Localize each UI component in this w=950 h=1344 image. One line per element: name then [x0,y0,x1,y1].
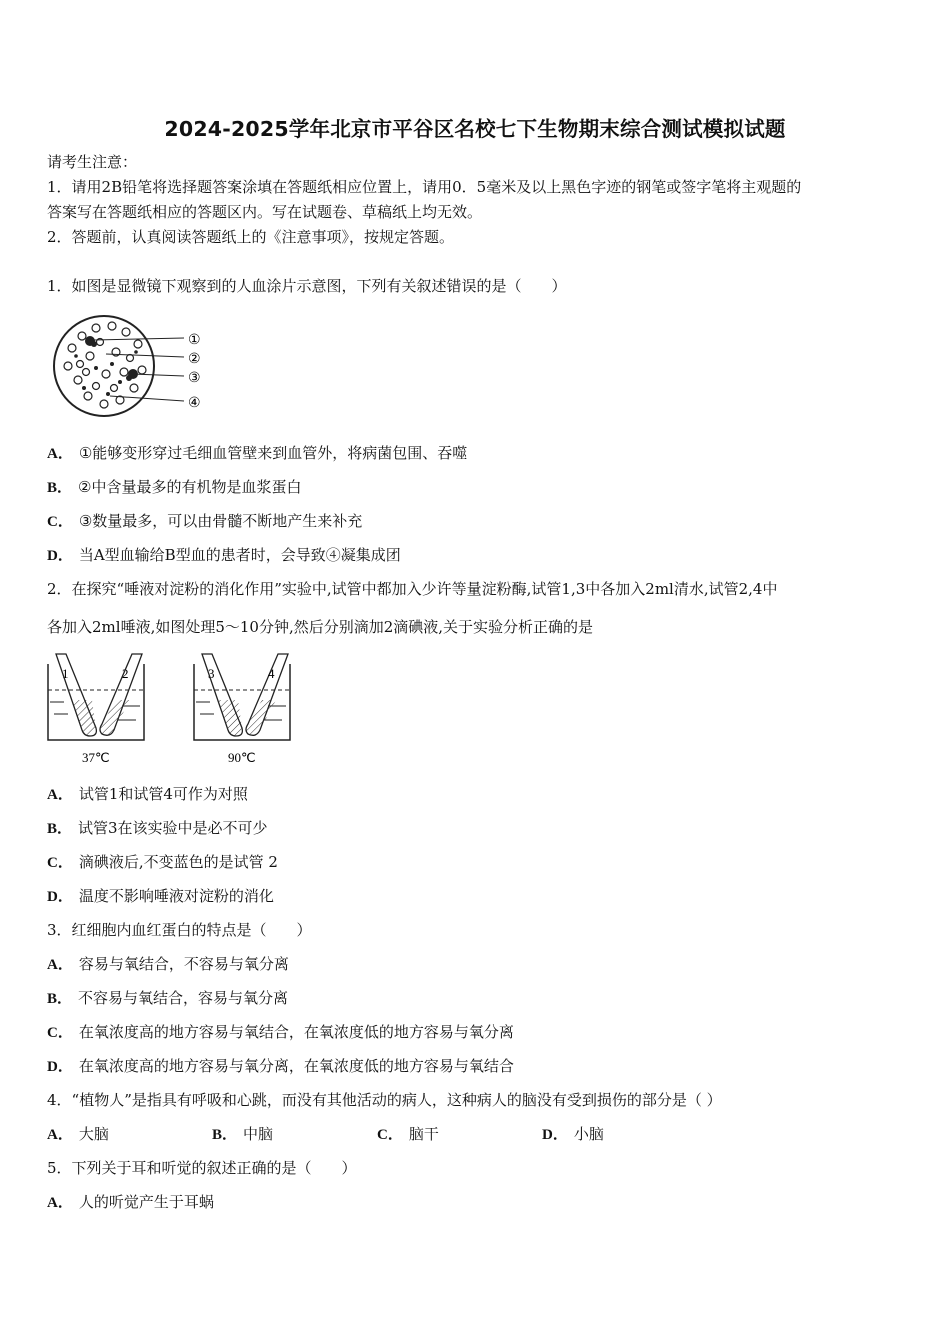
smear-label-2: ② [188,352,201,367]
q3-option-a: A． 容易与氧结合，不容易与氧分离 [47,955,289,973]
q1-option-d: D． 当A型血输给B型血的患者时，会导致④凝集成团 [47,546,401,564]
q4-option-b: B． 中脑 [212,1125,274,1143]
q1-option-c: C． ③数量最多，可以由骨髓不断地产生来补充 [47,512,363,530]
q4-option-d: D． 小脑 [542,1125,604,1143]
question-1-stem: 1．如图是显微镜下观察到的人血涂片示意图，下列有关叙述错误的是（ ） [47,277,567,295]
q2-option-d: D． 温度不影响唾液对淀粉的消化 [47,887,274,905]
q3-option-b: B． 不容易与氧结合，容易与氧分离 [47,989,289,1007]
q5-option-a: A． 人的听觉产生于耳蜗 [47,1193,214,1211]
page-title: 2024-2025学年北京市平谷区名校七下生物期末综合测试模拟试题 [164,117,786,141]
tube-label-4: 4 [268,666,275,681]
question-2-stem-line2: 各加入2ml唾液,如图处理5～10分钟,然后分别滴加2滴碘液,关于实验分析正确的是 [47,618,594,636]
notice-item-2: 2．答题前，认真阅读答题纸上的《注意事项》，按规定答题。 [47,228,455,246]
q3-option-c: C． 在氧浓度高的地方容易与氧结合，在氧浓度低的地方容易与氧分离 [47,1023,514,1041]
q2-option-c: C． 滴碘液后,不变蓝色的是试管 2 [47,853,278,871]
temp-label-90: 90℃ [228,750,256,765]
notice-item-1-cont: 答案写在答题纸相应的答题区内。写在试题卷、草稿纸上均无效。 [47,203,483,221]
temp-label-37: 37℃ [82,750,110,765]
smear-label-3: ③ [188,371,201,386]
question-3-stem: 3．红细胞内血红蛋白的特点是（ ） [47,921,312,939]
q4-option-a: A． 大脑 [47,1125,109,1143]
blood-smear-figure [50,308,210,418]
q4-options-row [47,1124,604,1145]
q2-option-a: A． 试管1和试管4可作为对照 [47,785,248,803]
smear-label-1: ① [188,333,201,348]
q2-option-b: B． 试管3在该实验中是必不可少 [47,819,268,837]
test-tube-figure [44,650,304,770]
notice-heading: 请考生注意： [47,153,138,171]
smear-label-4: ④ [188,396,201,411]
q4-option-c: C． 脑干 [377,1125,439,1143]
tube-label-1: 1 [62,666,69,681]
question-2-stem-line1: 2．在探究“唾液对淀粉的消化作用”实验中,试管中都加入少许等量淀粉酶,试管1,3中各加入2ml清水,试管2,4中 [47,580,778,598]
notice-item-1: 1．请用2B铅笔将选择题答案涂填在答题纸相应位置上，请用0．5毫米及以上黑色字迹的钢笔或签字笔将主观题的 [47,178,802,196]
q1-option-a: A． ①能够变形穿过毛细血管壁来到血管外，将病菌包围、吞噬 [47,444,468,462]
question-5-stem: 5．下列关于耳和听觉的叙述正确的是（ ） [47,1159,357,1177]
tube-label-3: 3 [208,666,215,681]
question-4-stem: 4．“植物人”是指具有呼吸和心跳，而没有其他活动的病人，这种病人的脑没有受到损伤的部分是（ ） [47,1091,722,1109]
q3-option-d: D． 在氧浓度高的地方容易与氧分离，在氧浓度低的地方容易与氧结合 [47,1057,514,1075]
q1-option-b: B． ②中含量最多的有机物是血浆蛋白 [47,478,302,496]
tube-label-2: 2 [122,666,129,681]
